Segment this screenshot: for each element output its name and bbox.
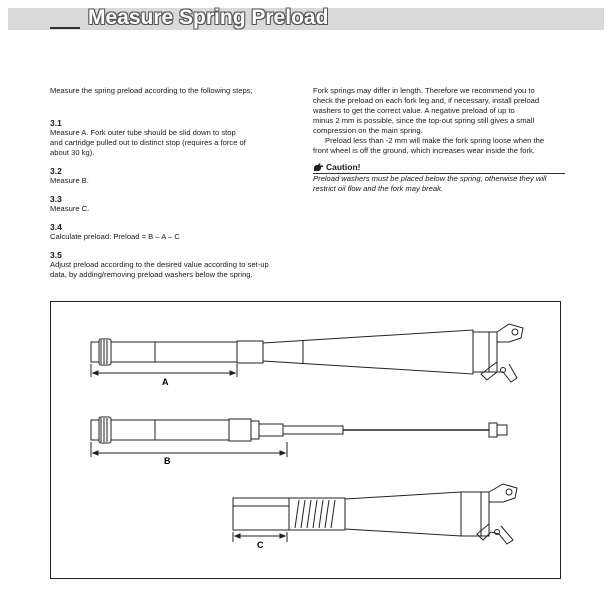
hand-warning-icon [313,163,324,172]
caution-heading [313,162,565,174]
step-text: and cartridge pulled out to distinct stop (requires a force of [50,138,246,147]
intro-text: Measure the spring preload according to the following steps; [50,86,253,95]
step-text: Measure C. [50,204,90,213]
caution-text: restrict oil flow and the fork may break. [313,184,443,193]
step-number: 3.5 [50,250,62,260]
dimension-label-b: B [164,456,171,466]
header-rule [50,27,80,29]
body-text: front wheel is off the ground, which increases wear inside the fork. [313,146,535,155]
step-number: 3.4 [50,222,62,232]
body-text: compression on the main spring. [313,126,423,135]
step-text: Adjust preload according to the desired value according to set-up [50,260,269,269]
body-text: check the preload on each fork leg and, if necessary, install preload [313,96,540,105]
step-number: 3.3 [50,194,62,204]
body-text: minus 2 mm is possible, since the top-out spring still gives a small [313,116,535,125]
fork-illustration [51,302,560,578]
step-text: Measure A. Fork outer tube should be slid down to stop [50,128,236,137]
step-text: Calculate preload: Preload = B – A – C [50,232,180,241]
fork-tube-with-spring [233,484,517,544]
body-text: Fork springs may differ in length. Therefore we recommend you to [313,86,535,95]
dimension-label-a: A [162,377,169,387]
step-text: about 30 kg). [50,148,95,157]
caution-title: Caution! [326,162,361,172]
step-number: 3.1 [50,118,62,128]
fork-diagram [50,301,561,579]
caution-text: Preload washers must be placed below the spring, otherwise they will [313,174,547,183]
step-number: 3.2 [50,166,62,176]
right-column [313,86,565,194]
dimension-label-c: C [257,540,264,550]
page-title: Measure Spring Preload [88,6,329,29]
step-text: data, by adding/removing preload washers below the spring. [50,270,253,279]
left-column [50,86,300,280]
body-text: washers to get the correct value. A negative preload of up to [313,106,515,115]
cartridge-assembly [91,417,507,443]
body-text: Preload less than -2 mm will make the fork spring loose when the [325,136,545,145]
step-text: Measure B. [50,176,89,185]
